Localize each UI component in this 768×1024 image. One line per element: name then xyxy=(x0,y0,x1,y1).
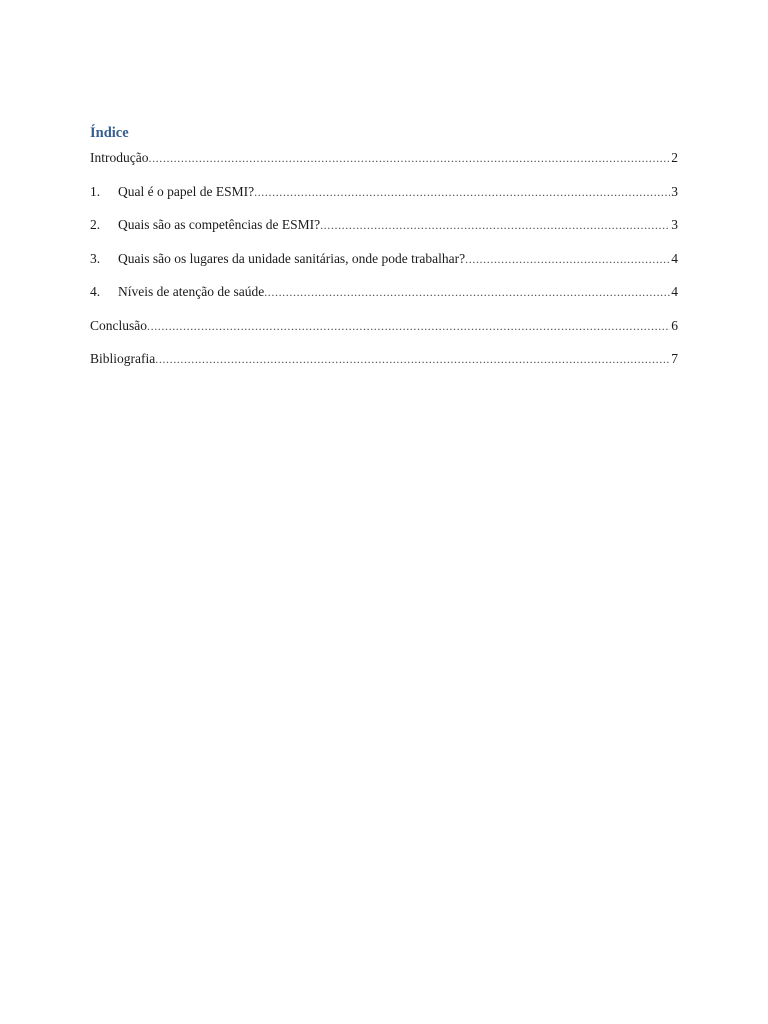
toc-entry-title[interactable]: Conclusão xyxy=(90,317,147,333)
toc-entry-title[interactable]: Introdução xyxy=(90,150,149,165)
toc-entry[interactable] xyxy=(90,350,678,367)
toc-dot-leader xyxy=(148,150,670,167)
toc-entry-title[interactable]: Níveis de atenção de saúde xyxy=(118,284,265,299)
toc-entry[interactable] xyxy=(90,250,678,267)
toc-entry-title[interactable]: Qual é o papel de ESMI? xyxy=(118,183,255,199)
toc-heading: Índice xyxy=(90,125,129,141)
toc-dot-leader xyxy=(320,217,670,234)
toc-dot-leader xyxy=(264,284,670,301)
toc-entry-number: 1. xyxy=(90,183,101,199)
toc-list xyxy=(90,149,678,367)
toc-dot-leader xyxy=(155,351,670,368)
toc-entry[interactable] xyxy=(90,216,678,233)
toc-entry-page-number: 4 xyxy=(671,250,678,266)
toc-entry-title[interactable]: Bibliografia xyxy=(90,351,156,366)
toc-entry[interactable] xyxy=(90,149,678,166)
toc-entry-number: 4. xyxy=(90,284,101,299)
toc-dot-leader xyxy=(465,251,670,268)
toc-entry-page-number: 6 xyxy=(671,317,678,333)
toc-entry[interactable] xyxy=(90,183,678,200)
toc-entry-number: 2. xyxy=(90,217,101,232)
toc-entry-page-number: 3 xyxy=(671,217,678,232)
table-of-contents xyxy=(90,122,678,367)
toc-entry-title[interactable]: Quais são as competências de ESMI? xyxy=(118,217,321,232)
toc-entry-page-number: 7 xyxy=(671,351,678,366)
toc-dot-leader xyxy=(147,318,670,335)
toc-entry[interactable] xyxy=(90,283,678,300)
toc-dot-leader xyxy=(254,184,670,201)
toc-entry[interactable] xyxy=(90,317,678,334)
toc-entry-page-number: 2 xyxy=(671,150,678,165)
toc-entry-number: 3. xyxy=(90,250,101,266)
toc-entry-title[interactable]: Quais são os lugares da unidade sanitárias, onde pode trabalhar? xyxy=(118,250,466,266)
toc-entry-page-number: 3 xyxy=(671,183,678,199)
toc-entry-page-number: 4 xyxy=(671,284,678,299)
